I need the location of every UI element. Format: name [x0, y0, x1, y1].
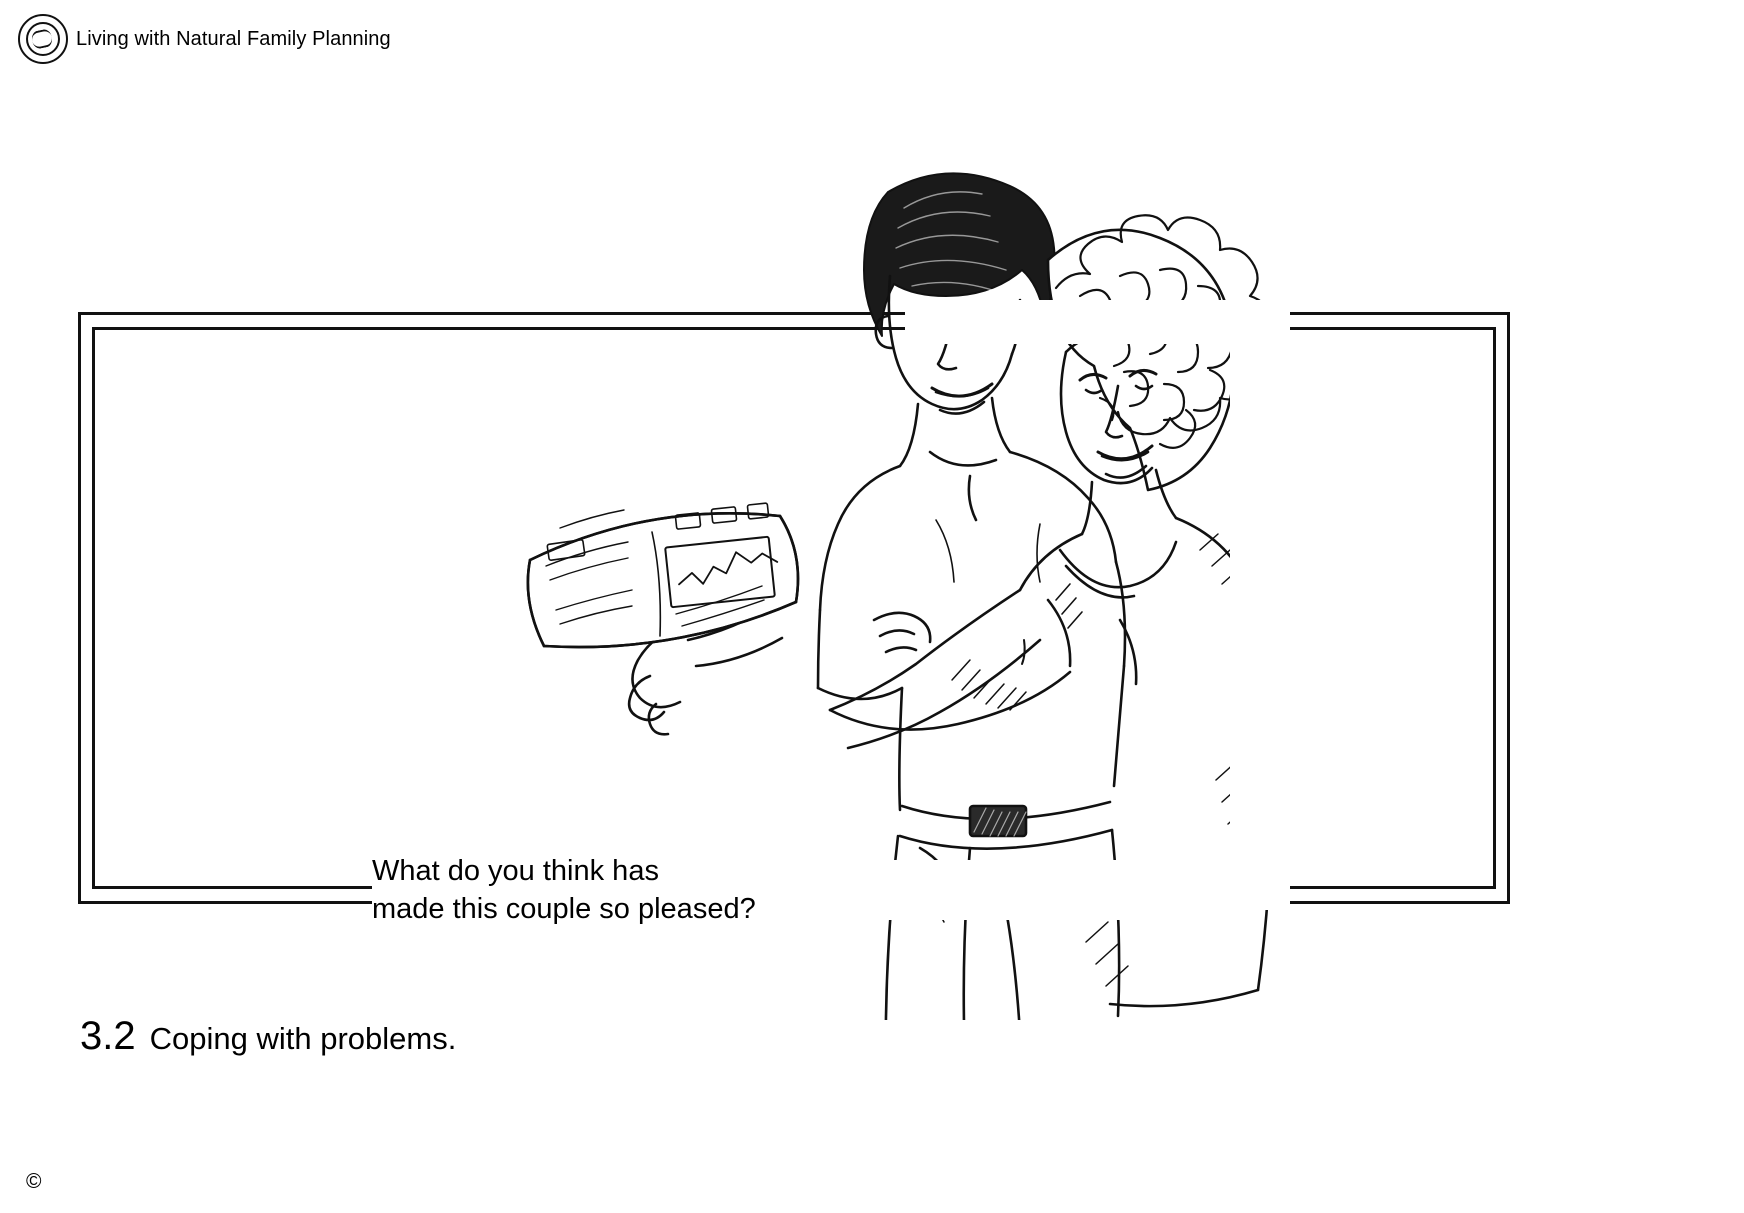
section-number: 3.2 [80, 1014, 136, 1058]
copyright-symbol: © [26, 1170, 42, 1193]
page-title: Living with Natural Family Planning [76, 27, 391, 50]
caption-line-2: made this couple so pleased? [372, 893, 756, 926]
frame-overlap-mask-bottom [838, 860, 1258, 920]
illustration-caption [372, 850, 848, 931]
caption-line-1: What do you think has [372, 855, 659, 887]
section-title: Coping with problems. [149, 1021, 457, 1056]
frame-overlap-mask-right [1230, 300, 1290, 910]
frame-overlap-mask-top [905, 300, 1275, 344]
page-header [18, 14, 391, 64]
circular-seal-icon [18, 14, 68, 64]
section-footer [80, 1014, 456, 1059]
